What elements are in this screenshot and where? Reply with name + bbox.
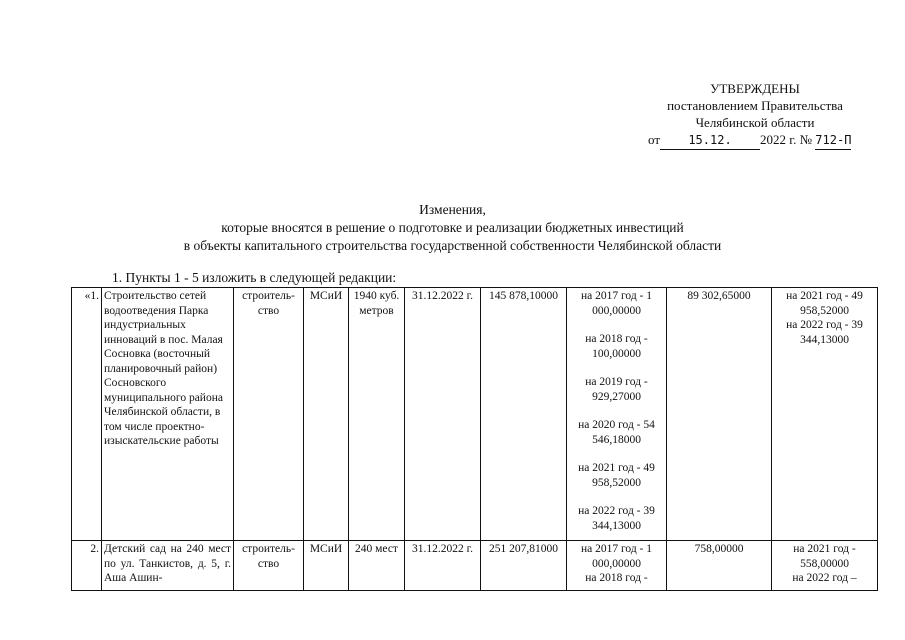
funding-year: на 2022 год - 39 344,13000 xyxy=(578,505,655,532)
completion-date: 31.12.2022 г. xyxy=(405,541,481,591)
funding-by-year-remaining xyxy=(772,541,878,591)
funding-year: на 2018 год - 100,00000 xyxy=(585,333,648,360)
estimated-cost: 251 207,81000 xyxy=(481,541,567,591)
funding-year: на 2017 год - 1 000,00000 xyxy=(580,290,653,317)
completion-date: 31.12.2022 г. xyxy=(405,288,481,541)
estimated-cost: 145 878,10000 xyxy=(481,288,567,541)
document-heading xyxy=(0,201,905,255)
funding-by-year xyxy=(567,288,667,541)
table-row xyxy=(72,541,878,591)
responsible-org: МСиИ xyxy=(304,288,349,541)
approval-title: УТВЕРЖДЕНЫ xyxy=(710,81,800,96)
heading-subtitle-1: которые вносятся в решение о подготовке и реализации бюджетных инвестиций xyxy=(221,220,684,235)
approval-from-label: от xyxy=(648,132,661,147)
approval-number: 712-П xyxy=(815,133,852,147)
funding-year: на 2018 год - xyxy=(585,572,648,584)
approval-stamp xyxy=(620,80,890,150)
heading-subtitle-2: в объекты капитального строительства государственной собственности Челябинской области xyxy=(183,238,722,253)
approval-number-field xyxy=(815,131,851,150)
funding-year: на 2022 год - 39 344,13000 xyxy=(786,319,863,346)
table-row xyxy=(72,288,878,541)
funding-year: на 2019 год - 929,27000 xyxy=(585,376,648,403)
funding-year: на 2021 год - 49 958,52000 xyxy=(578,462,655,489)
funding-year: на 2017 год - 1 000,00000 xyxy=(580,543,653,570)
object-name: Строительство сетей водоотведения Парка индустриальных инноваций в пос. Малая Сосновка (восточный планировочный район) Сосновского муниципального района Челябинской области, в том числе проектно-изыскательские работы xyxy=(102,288,234,541)
responsible-org: МСиИ xyxy=(304,541,349,591)
investment-table xyxy=(71,287,878,591)
work-type: строитель-ство xyxy=(234,541,304,591)
funding-by-year-remaining xyxy=(772,288,878,541)
object-name xyxy=(102,541,234,591)
approval-year-label: 2022 г. № xyxy=(760,132,813,147)
intro-paragraph: 1. Пункты 1 - 5 изложить в следующей редакции: xyxy=(112,270,397,285)
approval-region: Челябинской области xyxy=(695,115,815,130)
funding-year: на 2021 год - 558,00000 xyxy=(793,543,856,570)
approval-authority: постановлением Правительства xyxy=(667,98,843,113)
approval-date-line xyxy=(620,131,890,150)
row-number: «1. xyxy=(72,288,102,541)
funding-year: на 2020 год - 54 546,18000 xyxy=(578,419,655,446)
work-type: строитель-ство xyxy=(234,288,304,541)
approval-date: 15.12. xyxy=(688,133,732,147)
approval-date-field xyxy=(660,131,760,150)
funding-year: на 2021 год - 49 958,52000 xyxy=(786,290,863,317)
object-name-text: Детский сад на 240 мест по ул. Танкистов, д. 5, г. Аша Ашин- xyxy=(104,543,231,584)
funding-year: на 2022 год – xyxy=(792,572,857,584)
allocated-amount: 758,00000 xyxy=(667,541,772,591)
capacity: 240 мест xyxy=(349,541,405,591)
funding-by-year xyxy=(567,541,667,591)
capacity: 1940 куб. метров xyxy=(349,288,405,541)
allocated-amount: 89 302,65000 xyxy=(667,288,772,541)
heading-title: Изменения, xyxy=(419,202,486,217)
row-number: 2. xyxy=(72,541,102,591)
